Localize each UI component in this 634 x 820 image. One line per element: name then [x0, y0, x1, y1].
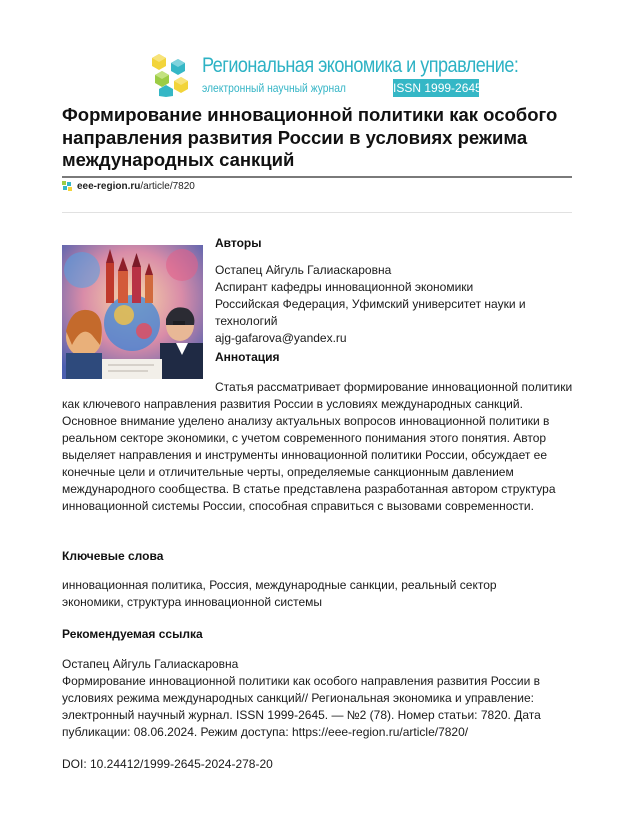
source-path[interactable]: /article/7820 [140, 181, 195, 192]
journal-title: Региональная экономика и управление: [202, 54, 519, 77]
annotation-heading: Аннотация [215, 350, 280, 364]
citation-block [62, 656, 572, 741]
site-favicon-icon [62, 181, 73, 191]
journal-header [150, 50, 519, 100]
keywords-heading: Ключевые слова [62, 549, 164, 563]
citation-author: Остапец Айгуль Галиаскаровна [62, 657, 239, 671]
source-link[interactable] [62, 181, 195, 192]
header-divider [62, 212, 572, 213]
article-title: Формирование инновационной политики как особого направления развития России в условиях режима международных санкций [62, 104, 558, 170]
abstract-text: Статья рассматривает формирование инновационной политики как ключевого направления развития России в условиях международных санкций. Основное внимание уделено анализу актуальных вопросов инновационной политики в реальном секторе экономики, с учетом современного понимания этого понятия. Автор выделяет направления и инструменты инновационной политики России, обсуждает ее конечные цели и отличительные черты, определяемые санкционным давлением международного сообщества. В статье представлена разработанная автором структура инновационной системы России, способная справиться с вызовами современности. [62, 380, 573, 513]
author-position: Аспирант кафедры инновационной экономики [215, 280, 474, 294]
author-affiliation: Российская Федерация, Уфимский университет науки и [215, 297, 526, 311]
article-illustration [62, 245, 203, 379]
title-divider [62, 176, 572, 178]
journal-logo-cubes-icon [152, 53, 194, 97]
citation-heading: Рекомендуемая ссылка [62, 627, 203, 641]
citation-text: Формирование инновационной политики как особого направления развития России в условиях режима международных санкций// Региональная экономика и управление: электронный научный журнал. ISSN 1999-2645. — №2 (78). Номер статьи: 7820. Дата публикации: 08.06.2024. Режим доступа: https://eee-region.ru/article/7820/ [62, 674, 541, 739]
author-email[interactable]: ajg-gafarova@yandex.ru [215, 331, 347, 345]
source-domain[interactable]: eee-region.ru [77, 181, 141, 192]
keywords-text: инновационная политика, Россия, международные санкции, реальный сектор экономики, структура инновационной системы [62, 578, 497, 609]
author-affiliation-cont: технологий [215, 314, 278, 328]
journal-subtitle: электронный научный журнал [202, 81, 346, 95]
author-info [215, 262, 575, 347]
authors-heading: Авторы [215, 236, 262, 250]
doi-text: DOI: 10.24412/1999-2645-2024-278-20 [62, 757, 273, 771]
issn-badge: ISSN 1999-2645 [393, 81, 482, 95]
author-name: Остапец Айгуль Галиаскаровна [215, 263, 392, 277]
